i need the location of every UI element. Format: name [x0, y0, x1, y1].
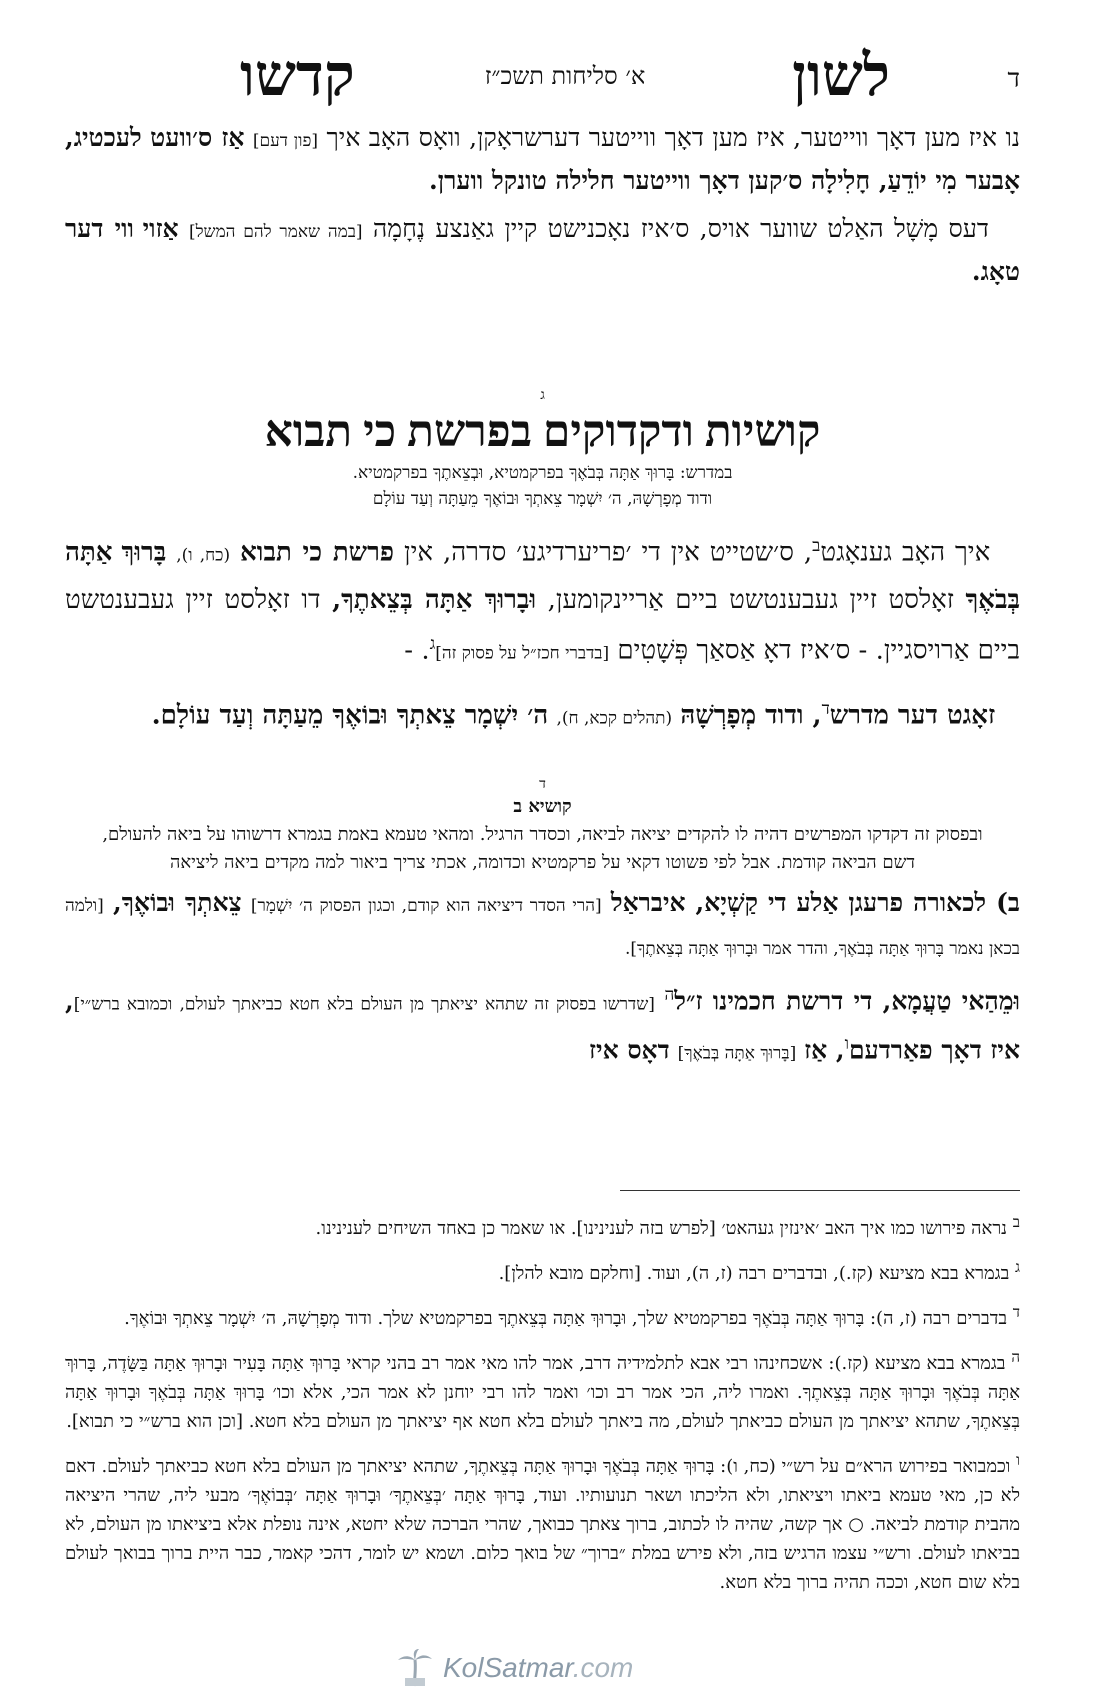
palm-tree-icon	[395, 1648, 435, 1688]
running-subtitle: א׳ סליחות תשכ״ז	[484, 62, 646, 90]
running-title-left: קדשו	[240, 43, 355, 108]
intro-paragraph-2: דעס מָשָׁל האַלט שווער אויס, ס׳איז נאָכנישט קיין גאַנצע נֶחָמָה [במה שאמר להם המשל] אַזוי ווי דער טאָג.	[65, 214, 1020, 286]
section-subtitle-1: במדרש: בָּרוּךְ אַתָּה בְּבֹאֶךָ בפרקמטיא, וּבְצֵאתֶךָ בפרקמטיא.	[352, 463, 733, 483]
intro-paragraph-1: נו איז מען דאָך ווייטער, איז מען דאָך ווייטער דערשראָקן, וואָס האָב איך [פון דעם] אַז ס׳וועט לעכטיג, אָבער מִי יוֹדֵעַ, חָלִילָה ס׳קען דאָך ווייטער חלילה טונקל ווערן.	[65, 123, 1020, 195]
question-paragraph-1: ב) לכאורה פרעגן אַלע די קַשְׁיָא, איבראַל [הרי הסדר דיציאה הוא קודם, וכגון הפסוק ה׳ יִשְׁמָר] צֵאתְךָ וּבוֹאֶךָ, [ולמה בכאן נאמר בָּרוּךְ אַתָּה בְּבֹאֶךָ, והדר אמר וּבָרוּךְ אַתָּה בְּצֵאתֶךָ].	[65, 887, 1020, 959]
page-number: ד	[1007, 64, 1020, 94]
footnote: $^ד$ בדברים רבה (ז, ה): בָּרוּךְ אַתָּה בְּבֹאֶךָ בפרקמטיא שלך, וּבָרוּךְ אַתָּה בְּצֵאתֶךָ בפרקמטיא שלך. ודוד מְפָרְשָׁהּ, ה׳ יִשְׁמָר צֵאתְךָ וּבוֹאֶךָ.	[124, 1303, 1020, 1329]
footnote-divider	[620, 1190, 1020, 1191]
footnotes	[65, 1208, 1020, 1607]
footnote: $^ב$ נראה פירושו כמו איך האב ׳אינזין געהאט׳ [לפרש בזה לענינינו]. או שאמר כן באחד השיחים לענינינו.	[315, 1213, 1020, 1239]
main-text	[65, 118, 1020, 1074]
running-title-right: לשון	[792, 43, 890, 108]
section-marker: ג	[540, 387, 545, 403]
question-paragraph-2: וּמֵהַאי טַעֲמָא, די דרשת חכמינו ז״ל$^ה$ [שדרשו בפסוק זה שתהא יציאתך מן העולם בלא חטא כביאתך לעולם, וכמובא ברש״י], איז דאָך פאַרדעם$^ו$, אַז [בָּרוּךְ אַתָּה בְּבֹאֶךָ] דאָס איז	[65, 984, 1021, 1065]
section-paragraph-1: איך האָב גענאָגט$^ב$, ס׳שטייט אין די ׳פריערדיגע׳ סדרה, אין פרשת כי תבוא (כח, ו), בָּרוּךְ אַתָּה בְּבֹאֶךָ זאָלסט זיין געבענטשט ביים אַריינקומען, וּבָרוּךְ אַתָּה בְּצֵאתֶךָ, דו זאָלסט זיין געבענטשט ביים אַרויסגיין. - ס׳איז דאָ אַסאַך פְּשָׁטִים [בדברי חכז״ל על פסוק זה]$^ג$. -	[65, 536, 1021, 666]
kolsatmar-watermark: KolSatmar.com	[395, 1647, 655, 1689]
footnote: $^ו$ וכמבואר בפירוש הרא״ם על רש״י (כח, ו): בָּרוּךְ אַתָּה בְּבֹאֶךָ וּבָרוּךְ אַתָּה בְּצֵאתֶךָ, שתהא יציאתך מן העולם בלא חטא כביאתך לעולם. דאם לא כן, מאי טעמא ביאתו ויציאתו, ולא הליכתו ושאר תנועותיו. ועוד, בָּרוּךְ אַתָּה ׳בְּצֵאתֶךָ׳ וּבָרוּךְ אַתָּה ׳בְּבוֹאֶךָ׳ מבעי ליה, שהרי היציאה מהבית קודמת לביאה. ○ אך קשה, שהיה לו לכתוב, ברוך צאתך כבואך, שהרי הברכה שלא יחטא, אינה נופלת אלא ביציאתו מן העולם, לא בביאתו לעולם. ורש״י עצמו הרגיש בזה, ולא פירש במלת ״ברוך״ של בואך כלום. ושמא יש לומר, דהכי קאמר, כבר היית ברוך בבואך לעולם בלא שום חטא, וככה תהיה ברוך בלא חטא.	[65, 1451, 1020, 1593]
footnote: $^ה$ בגמרא בבא מציעא (קז.): אשכחינהו רבי אבא לתלמידיה דרב, אמר להו מאי אמר רב בהני קראי בָּרוּךְ אַתָּה בָּעִיר וּבָרוּךְ אַתָּה בַּשָּׂדֶה, בָּרוּךְ אַתָּה בְּבֹאֶךָ וּבָרוּךְ אַתָּה בְּצֵאתֶךָ. ואמרו ליה, הכי אמר רב וכו׳ ואמר להו רבי יוחנן לא אמר הכי, אלא וכו׳ בָּרוּךְ אַתָּה בְּבֹאֶךָ וּבָרוּךְ אַתָּה בְּצֵאתֶךָ, שתהא יציאתך מן העולם כביאתך לעולם, מה ביאתך לעולם בלא חטא אף יציאתך מן העולם בלא חטא. [וכן הוא ברש״י כי תבוא].	[65, 1348, 1020, 1432]
footnote: $^ג$ בגמרא בבא מציעא (קז.), ובדברים רבה (ז, ה), ועוד. [וחלקם מובא להלן].	[498, 1258, 1020, 1284]
section-paragraph-2: זאָגט דער מדרש$^ד$, ודוד מְפָרְשָׁהּ (תהלים קכא, ח), ה׳ יִשְׁמָר צֵאתְךָ וּבוֹאֶךָ מֵעַתָּה וְעַד עוֹלָם.	[151, 699, 996, 731]
section-title: קושיות ודקדוקים בפרשת כי תבוא	[264, 407, 821, 456]
page-header	[110, 42, 1020, 112]
question-marker: ד	[539, 775, 546, 792]
question-description: ובפסוק זה דקדקו המפרשים דהיה לו להקדים יציאה לביאה, וכסדר הרגיל. ומהאי טעמא באמת בגמרא דרשוהו על ביאה להעולם, דשם הביאה קודמת. אבל לפי פשוטו דקאי על פרקמטיא וכדומה, אכתי צריך ביאור למה מקדים ביאה ליציאה	[102, 823, 983, 873]
section-subtitle-2: ודוד מְפָרְשָׁהּ, ה׳ יִשְׁמָר צֵאתְךָ וּבוֹאֶךָ מֵעַתָּה וְעַד עוֹלָם	[372, 489, 713, 509]
question-title: קושיא ב	[513, 795, 572, 817]
